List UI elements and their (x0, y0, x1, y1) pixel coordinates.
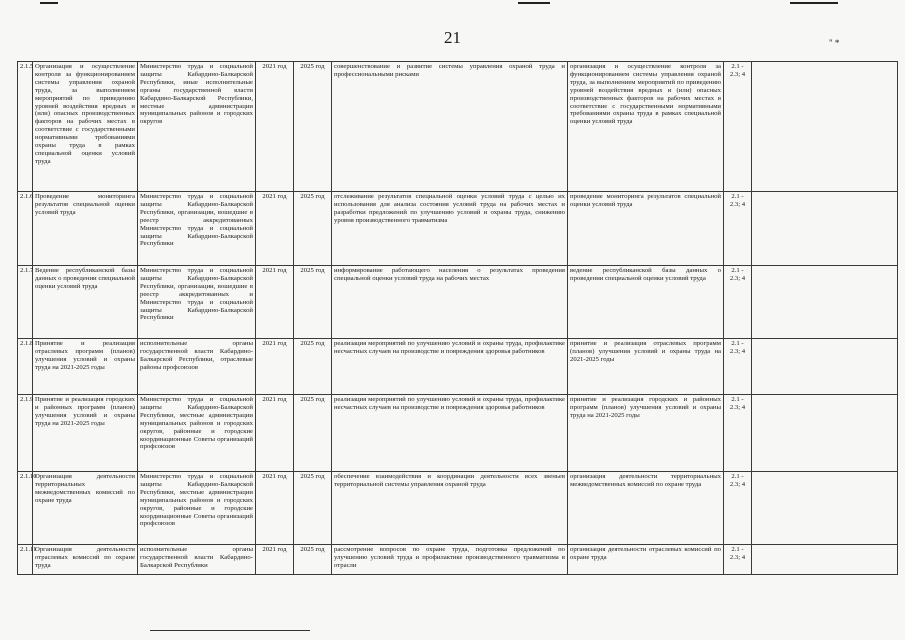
row-blank (752, 62, 898, 192)
row-blank (752, 192, 898, 266)
table-row (18, 472, 898, 545)
row-blank (752, 545, 898, 575)
row-executors: Министерство труда и социальной защиты Кабардино-Балкарской Республики, организации, вошедшие в реестр аккредитованных и Министерство труда и социальной защиты Кабардино-Балкарской Республики (138, 266, 256, 339)
row-result: организация деятельности отраслевых комиссий по охране труда (568, 545, 724, 575)
bottom-line (150, 630, 310, 631)
row-content: реализация мероприятий по улучшению условий и охраны труда, профилактике несчастных случаев на производстве и повреждения здоровья работников (332, 395, 568, 472)
row-end-year: 2025 год (294, 545, 332, 575)
row-end-year: 2025 год (294, 266, 332, 339)
row-number: 2.1.9 (18, 395, 33, 472)
measures-table (17, 61, 898, 575)
page-number: 21 (444, 28, 461, 47)
row-action: Принятие и реализация отраслевых программ (планов) улучшения условий и охраны труда на 2021-2025 годы (33, 339, 138, 395)
row-start-year: 2021 год (256, 62, 294, 192)
row-action: Организация деятельности территориальных межведомственных комиссий по охране труда (33, 472, 138, 545)
row-result: проведение мониторинга результатов специальной оценки условий труда (568, 192, 724, 266)
top-rule-center (518, 2, 550, 4)
row-number: 2.1.7 (18, 266, 33, 339)
row-start-year: 2021 год (256, 192, 294, 266)
row-action: Организация деятельности отраслевых комиссий по охране труда (33, 545, 138, 575)
row-end-year: 2025 год (294, 395, 332, 472)
top-rule-right (790, 2, 838, 4)
row-start-year: 2021 год (256, 545, 294, 575)
row-executors: исполнительные органы государственной власти Кабардино-Балкарской Республики, отраслевые районы профсоюзов (138, 339, 256, 395)
top-rule-left (40, 2, 58, 4)
row-blank (752, 339, 898, 395)
row-executors: Министерство труда и социальной защиты Кабардино-Балкарской Республики, местные администрации муниципальных районов и городских округов, районные и городские координационные Советы организаций профсоюзов (138, 472, 256, 545)
table-row (18, 266, 898, 339)
table-row (18, 192, 898, 266)
row-number: 2.1.6 (18, 192, 33, 266)
row-blank (752, 395, 898, 472)
row-start-year: 2021 год (256, 266, 294, 339)
row-start-year: 2021 год (256, 395, 294, 472)
row-content: совершенствование и развитие системы управления охраной труда и профессиональными рисками (332, 62, 568, 192)
row-number: 2.1.11 (18, 545, 33, 575)
row-action: Проведение мониторинга результатов специальной оценки условий труда (33, 192, 138, 266)
row-indicators: 2.1 - 2.3; 4 (724, 395, 752, 472)
row-end-year: 2025 год (294, 339, 332, 395)
row-end-year: 2025 год (294, 192, 332, 266)
row-content: информирование работающего населения о результатах проведения специальной оценки условий труда на рабочих местах (332, 266, 568, 339)
row-indicators: 2.1 - 2.3; 4 (724, 545, 752, 575)
row-action: Ведение республиканской базы данных о проведении специальной оценки условий труда (33, 266, 138, 339)
row-executors: Министерство труда и социальной защиты Кабардино-Балкарской Республики, местные администрации муниципальных районов и городских округов, районные и городские координационные Советы организаций профсоюзов (138, 395, 256, 472)
row-blank (752, 266, 898, 339)
row-indicators: 2.1 - 2.3; 4 (724, 62, 752, 192)
row-number: 2.1.10 (18, 472, 33, 545)
row-content: реализация мероприятий по улучшению условий и охраны труда, профилактике несчастных случаев на производстве и повреждения здоровья работников (332, 339, 568, 395)
row-end-year: 2025 год (294, 62, 332, 192)
row-content: обеспечение взаимодействия и координации деятельности всех звеньев территориальной системы управления охраной труда (332, 472, 568, 545)
row-end-year: 2025 год (294, 472, 332, 545)
row-start-year: 2021 год (256, 472, 294, 545)
row-start-year: 2021 год (256, 339, 294, 395)
row-indicators: 2.1 - 2.3; 4 (724, 192, 752, 266)
row-number: 2.1.8 (18, 339, 33, 395)
row-blank (752, 472, 898, 545)
row-result: организация и осуществление контроля за функционированием системы управления охраной труда, за выполнением мероприятий по приведению уровней воздействия вредных и (или) опасных производственных факторов на рабочих местах в соответствие с государственными нормативными требованиями охраны труда в рамках специальной оценки условий труда (568, 62, 724, 192)
table-row (18, 62, 898, 192)
table-row (18, 339, 898, 395)
row-result: принятие и реализация отраслевых программ (планов) улучшения условий и охраны труда на 2021-2025 годы (568, 339, 724, 395)
row-result: ведение республиканской базы данных о проведении специальной оценки условий труда (568, 266, 724, 339)
row-content: отслеживание результатов специальной оценки условий труда с целью их использования для анализа состояния условий труда на рабочих местах и разработки предложений по улучшению условий и охраны труда, снижению уровня производственного травматизма (332, 192, 568, 266)
row-indicators: 2.1 - 2.3; 4 (724, 472, 752, 545)
row-indicators: 2.1 - 2.3; 4 (724, 339, 752, 395)
row-executors: Министерство труда и социальной защиты Кабардино-Балкарской Республики, иные исполнительные органы государственной власти Кабардино-Балкарской Республики, местные администрации муниципальных районов и городских округов (138, 62, 256, 192)
row-number: 2.1.5 (18, 62, 33, 192)
row-result: организация деятельности территориальных межведомственных комиссий по охране труда (568, 472, 724, 545)
corner-mark: " * (829, 38, 840, 48)
row-result: принятие и реализация городских и районных программ (планов) улучшения условий и охраны труда на 2021-2025 годы (568, 395, 724, 472)
table-body (18, 62, 898, 575)
row-executors: исполнительные органы государственной власти Кабардино-Балкарской Республики (138, 545, 256, 575)
row-action: Принятие и реализация городских и районных программ (планов) улучшения условий и охраны труда на 2021-2025 годы (33, 395, 138, 472)
row-content: рассмотрение вопросов по охране труда, подготовка предложений по улучшению условий труда и профилактике производственного травматизма в отрасли (332, 545, 568, 575)
row-indicators: 2.1 - 2.3; 4 (724, 266, 752, 339)
table-row (18, 545, 898, 575)
table-row (18, 395, 898, 472)
row-action: Организация и осуществление контроля за функционированием системы управления охраной труда, за выполнением мероприятий по приведению уровней воздействия вредных и (или) опасных производственных факторов на рабочих местах в соответствие с государственными нормативными требованиями охраны труда в рамках специальной оценки условий труда (33, 62, 138, 192)
row-executors: Министерство труда и социальной защиты Кабардино-Балкарской Республики, организации, вошедшие в реестр аккредитованных Министерство труда и социальной защиты Кабардино-Балкарской Республики (138, 192, 256, 266)
